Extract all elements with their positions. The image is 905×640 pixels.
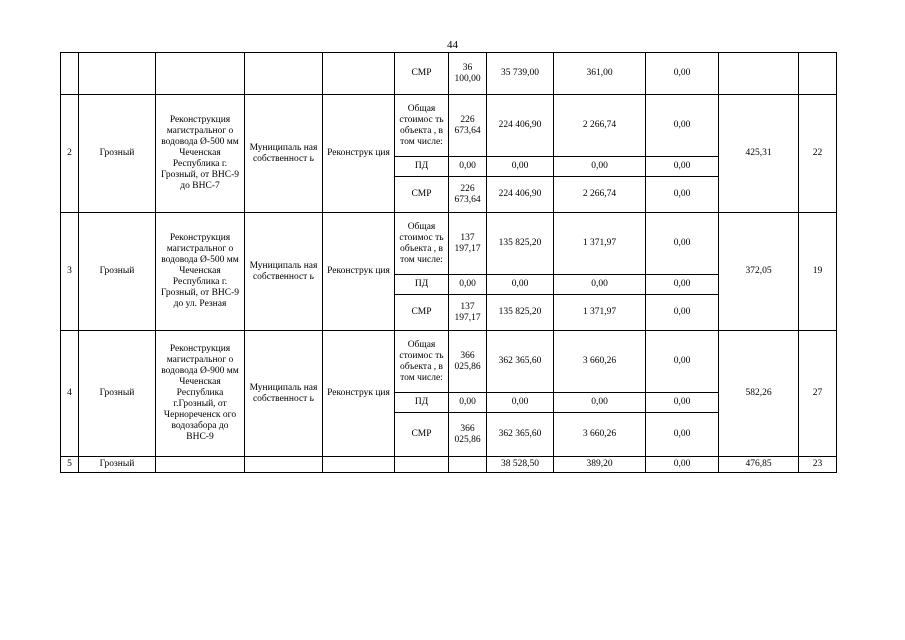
table-row xyxy=(61,457,837,473)
city-cell: Грозный xyxy=(79,95,156,213)
value-cell: 1 371,97 xyxy=(554,213,646,275)
value-cell: 0,00 xyxy=(646,53,719,95)
object-name-cell: Реконструкция магистральног о водовода Ø-900 мм Чеченская Республика г.Грозный, от Чернореченск ого водозабора до ВНС-9 xyxy=(156,331,245,457)
cost-label-cell: Общая стоимос ть объекта , в том числе: xyxy=(395,213,449,275)
value-cell: 362 365,60 xyxy=(487,331,554,393)
value-cell: 2 266,74 xyxy=(554,177,646,213)
length-cell: 425,31 xyxy=(719,95,799,213)
value-cell: 224 406,90 xyxy=(487,95,554,157)
value-cell: 0,00 xyxy=(487,275,554,295)
work-type-cell: Реконструк ция xyxy=(323,331,395,457)
row-number-cell xyxy=(61,53,79,95)
total-cost-cell: 226 673,64 xyxy=(449,177,487,213)
length-cell: 476,85 xyxy=(719,457,799,473)
object-name-cell xyxy=(156,457,245,473)
cost-label-cell: СМР xyxy=(395,53,449,95)
cost-label-cell: Общая стоимос ть объекта , в том числе: xyxy=(395,331,449,393)
total-cost-cell: 0,00 xyxy=(449,393,487,413)
value-cell: 35 739,00 xyxy=(487,53,554,95)
table-row xyxy=(61,53,837,95)
value-cell: 0,00 xyxy=(646,457,719,473)
value-cell: 361,00 xyxy=(554,53,646,95)
ownership-cell xyxy=(245,53,323,95)
city-cell xyxy=(79,53,156,95)
work-type-cell: Реконструк ция xyxy=(323,95,395,213)
value-cell: 0,00 xyxy=(646,295,719,331)
table-row xyxy=(61,95,837,157)
ownership-cell: Муниципаль ная собственност ь xyxy=(245,331,323,457)
value-cell: 0,00 xyxy=(554,393,646,413)
work-type-cell: Реконструк ция xyxy=(323,213,395,331)
value-cell: 224 406,90 xyxy=(487,177,554,213)
total-cost-cell: 137 197,17 xyxy=(449,213,487,275)
ownership-cell: Муниципаль ная собственност ь xyxy=(245,95,323,213)
table-row xyxy=(61,331,837,393)
length-cell: 372,05 xyxy=(719,213,799,331)
value-cell: 0,00 xyxy=(646,213,719,275)
cost-label-cell: СМР xyxy=(395,295,449,331)
city-cell: Грозный xyxy=(79,457,156,473)
total-cost-cell: 0,00 xyxy=(449,157,487,177)
cost-label-cell: ПД xyxy=(395,275,449,295)
object-name-cell: Реконструкция магистральног о водовода Ø-500 мм Чеченская Республика г. Грозный, от ВНС-9 до ВНС-7 xyxy=(156,95,245,213)
value-cell: 0,00 xyxy=(554,157,646,177)
value-cell: 1 371,97 xyxy=(554,295,646,331)
cost-label-cell: ПД xyxy=(395,393,449,413)
count-cell: 23 xyxy=(799,457,837,473)
length-cell: 582,26 xyxy=(719,331,799,457)
value-cell: 135 825,20 xyxy=(487,213,554,275)
cost-label-cell: СМР xyxy=(395,177,449,213)
value-cell: 38 528,50 xyxy=(487,457,554,473)
total-cost-cell: 36 100,00 xyxy=(449,53,487,95)
value-cell: 2 266,74 xyxy=(554,95,646,157)
object-name-cell: Реконструкция магистральног о водовода Ø-500 мм Чеченская Республика г. Грозный, от ВНС-9 до ул. Резная xyxy=(156,213,245,331)
ownership-cell: Муниципаль ная собственност ь xyxy=(245,213,323,331)
value-cell: 0,00 xyxy=(554,275,646,295)
object-name-cell xyxy=(156,53,245,95)
total-cost-cell: 366 025,86 xyxy=(449,331,487,393)
value-cell: 0,00 xyxy=(646,393,719,413)
total-cost-cell: 226 673,64 xyxy=(449,95,487,157)
total-cost-cell: 366 025,86 xyxy=(449,413,487,457)
total-cost-cell xyxy=(449,457,487,473)
page-number: 44 xyxy=(447,39,458,51)
row-number-cell: 5 xyxy=(61,457,79,473)
value-cell: 362 365,60 xyxy=(487,413,554,457)
row-number-cell: 4 xyxy=(61,331,79,457)
value-cell: 0,00 xyxy=(487,393,554,413)
value-cell: 0,00 xyxy=(646,95,719,157)
work-type-cell xyxy=(323,457,395,473)
value-cell: 0,00 xyxy=(646,157,719,177)
length-cell xyxy=(719,53,799,95)
cost-label-cell: ПД xyxy=(395,157,449,177)
row-number-cell: 2 xyxy=(61,95,79,213)
value-cell: 0,00 xyxy=(646,413,719,457)
value-cell: 0,00 xyxy=(646,177,719,213)
total-cost-cell: 137 197,17 xyxy=(449,295,487,331)
value-cell: 0,00 xyxy=(646,331,719,393)
value-cell: 135 825,20 xyxy=(487,295,554,331)
value-cell: 0,00 xyxy=(646,275,719,295)
value-cell: 389,20 xyxy=(554,457,646,473)
value-cell: 0,00 xyxy=(487,157,554,177)
ownership-cell xyxy=(245,457,323,473)
count-cell xyxy=(799,53,837,95)
count-cell: 27 xyxy=(799,331,837,457)
cost-label-cell: СМР xyxy=(395,413,449,457)
count-cell: 19 xyxy=(799,213,837,331)
investment-table xyxy=(60,52,837,473)
count-cell: 22 xyxy=(799,95,837,213)
work-type-cell xyxy=(323,53,395,95)
cost-label-cell xyxy=(395,457,449,473)
table-row xyxy=(61,213,837,275)
city-cell: Грозный xyxy=(79,213,156,331)
cost-label-cell: Общая стоимос ть объекта , в том числе: xyxy=(395,95,449,157)
city-cell: Грозный xyxy=(79,331,156,457)
value-cell: 3 660,26 xyxy=(554,331,646,393)
total-cost-cell: 0,00 xyxy=(449,275,487,295)
value-cell: 3 660,26 xyxy=(554,413,646,457)
row-number-cell: 3 xyxy=(61,213,79,331)
